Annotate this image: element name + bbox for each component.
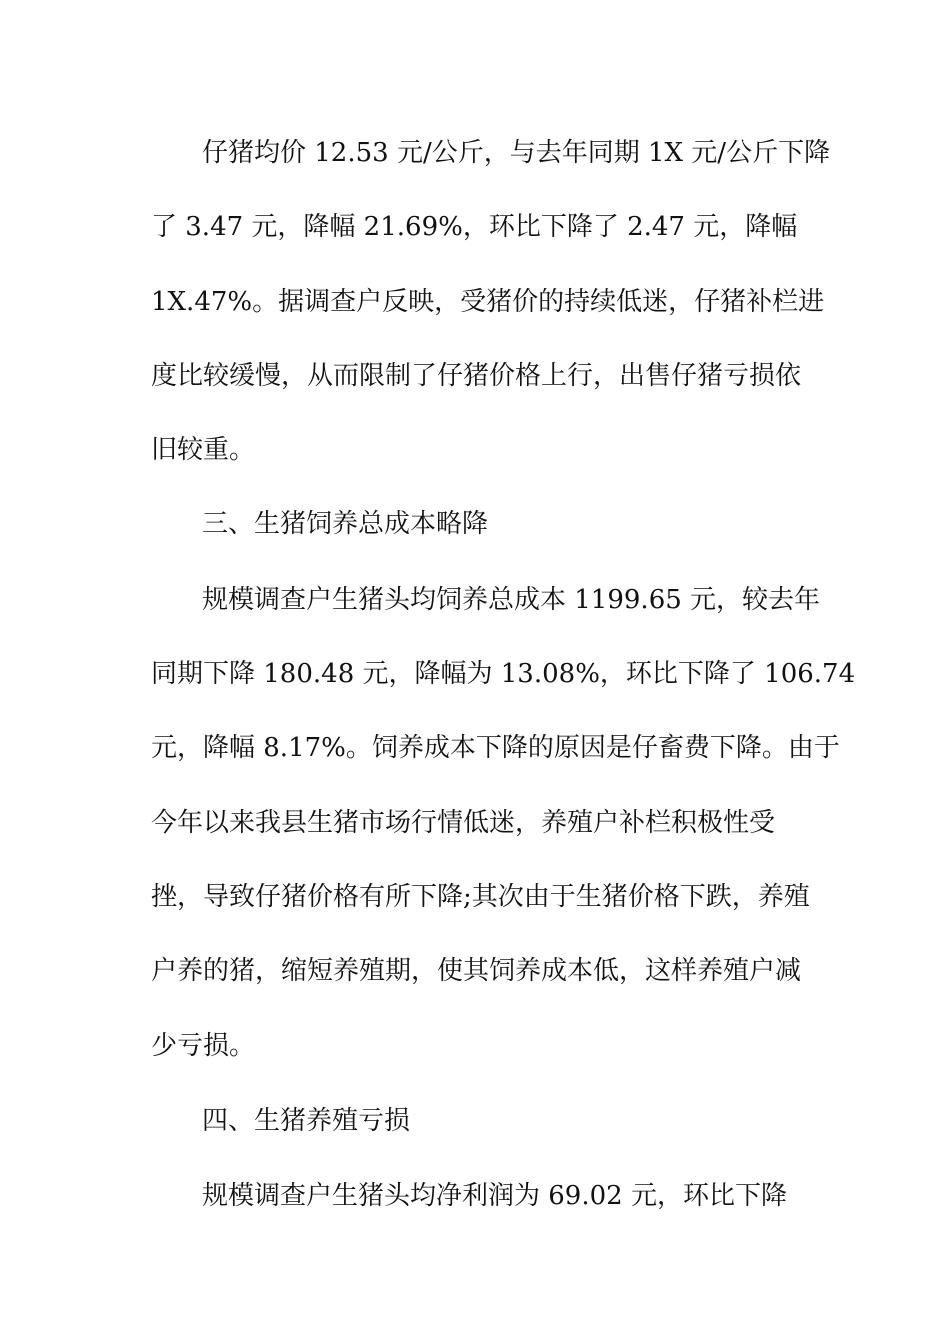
text-line-9: 元，降幅 8.17%。饲养成本下降的原因是仔畜费下降。由于 [151,733,840,763]
text-line-5: 旧较重。 [151,435,256,465]
section-heading-4: 四、生猪养殖亏损 [202,1106,411,1136]
text-line-15: 规模调查户生猪头均净利润为 69.02 元，环比下降 [202,1181,787,1211]
section-heading-3: 三、生猪饲养总成本略降 [202,509,489,539]
text-line-8: 同期下降 180.48 元，降幅为 13.08%，环比下降了 106.74 [151,659,856,689]
text-line-1: 仔猪均价 12.53 元/公斤，与去年同期 1X 元/公斤下降 [202,138,831,168]
text-line-3: 1X.47%。据调查户反映，受猪价的持续低迷，仔猪补栏进 [151,287,825,317]
text-line-12: 户养的猪，缩短养殖期，使其饲养成本低，这样养殖户减 [151,956,802,986]
text-line-4: 度比较缓慢，从而限制了仔猪价格上行，出售仔猪亏损依 [151,361,802,391]
text-line-2: 了 3.47 元，降幅 21.69%，环比下降了 2.47 元，降幅 [151,212,798,242]
text-line-13: 少亏损。 [151,1031,256,1061]
text-line-7: 规模调查户生猪头均饲养总成本 1199.65 元，较去年 [202,585,821,615]
text-line-10: 今年以来我县生猪市场行情低迷，养殖户补栏积极性受 [151,808,776,838]
text-line-11: 挫，导致仔猪价格有所下降;其次由于生猪价格下跌，养殖 [151,882,810,912]
